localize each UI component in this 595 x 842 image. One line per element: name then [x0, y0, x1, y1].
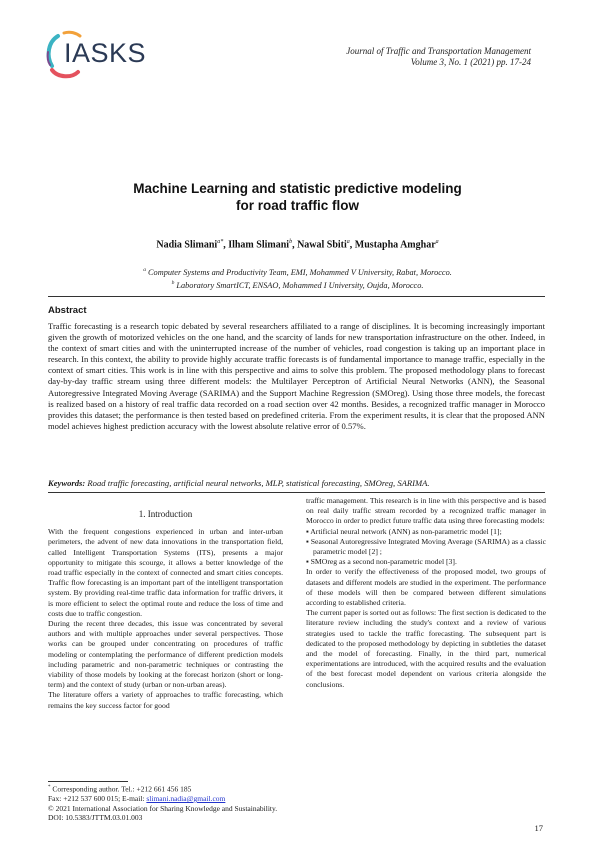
- paragraph: During the recent three decades, this issue was concentrated by several authors and with multiple approaches under several perspectives. Those works can be grouped under concentrating on procedures of traffic modeling or contemplating the performance of different prediction models including parametric and non-parametric techniques or contrasting the viability of those models by looking at the forecast horizon (short or long-term) and the context of study (urban or non-urban areas).: [48, 619, 283, 690]
- paper-title: [0, 180, 595, 214]
- keywords: [48, 478, 545, 489]
- affiliation-sup: a: [143, 267, 146, 273]
- journal-header: [346, 46, 531, 68]
- divider: [48, 492, 545, 493]
- title-line-2: for road traffic flow: [235, 198, 359, 213]
- copyright: © 2021 International Association for Sharing Knowledge and Sustainability.: [48, 803, 278, 813]
- list-item-text: SMOreg as a second non-parametric model [3].: [310, 557, 457, 567]
- footnote-divider: [48, 781, 128, 782]
- page-number: 17: [534, 823, 543, 833]
- affiliation-text: Laboratory SmartICT, ENSAO, Mohammed I University, Oujda, Morocco.: [176, 280, 424, 290]
- author-sup: a: [346, 239, 350, 245]
- keywords-text: Road traffic forecasting, artificial neural networks, MLP, statistical forecasting, SMOreg, SARIMA.: [87, 478, 430, 488]
- contact-line: [48, 794, 277, 804]
- abstract-heading: Abstract: [48, 305, 87, 316]
- keywords-label: Keywords:: [48, 478, 86, 488]
- paragraph: The literature offers a variety of approaches to traffic forecasting, which remains the key success factor for good: [48, 690, 283, 710]
- list-item: ▪ SMOreg as a second non-parametric model [3].: [306, 557, 457, 567]
- author-list: Nadia Slimani$^{a*}$, Ilham Slimani$^b$, Nawal Sbiti$^a$, Mustapha Amghar$^a$: [156, 239, 439, 251]
- divider: [48, 296, 545, 297]
- author-name: Mustapha Amghar: [354, 239, 436, 251]
- corresponding-author: * Corresponding author. Tel.: +212 661 456 185: [48, 784, 192, 794]
- paragraph: traffic management. This research is in line with this perspective and is based on real daily traffic stream recorded by a recognized traffic manager in Morocco in order to predict future traffic data using three forecasting models:: [306, 496, 546, 526]
- paragraph: The current paper is sorted out as follows: The first section is dedicated to the literature review including the study's context and a review of various strategies used to tackle the traffic forecasting. The subsequent part is dedicated to the proposed methodology by depicting in subtleties the dataset and the model of forecasting. Finally, in the third part, numerical experimentations are introduced, with the acquired results and the evaluation of the best forecast model dependent on various criteria alongside the conclusions.: [306, 608, 546, 689]
- journal-name: Journal of Traffic and Transportation Management: [346, 46, 531, 56]
- affiliation: [0, 278, 595, 291]
- paragraph: In order to verify the effectiveness of the proposed model, two groups of datasets and different models are studied in the experiment. The performance of these models will then be compared between different simulations according to established criteria.: [306, 567, 546, 608]
- list-item-text: Seasonal Autoregressive Integrated Moving Average (SARIMA) as a classic parametric model [2] ;: [310, 536, 546, 557]
- author-name: Nawal Sbiti: [297, 239, 347, 251]
- left-column: [48, 509, 283, 711]
- logo-text: IASKS: [64, 38, 147, 68]
- paragraph: With the frequent congestions experienced in urban and inter-urban perimeters, the advent of new data innovations in the transportation field, called Intelligent Transportation Systems (ITS), presents a major opportunity to mitigate this scourge, it allows a better knowledge of the road traffic especially in the context of connected and smart cities concepts. Traffic flow forecasting is an important part of the intelligent transportation system. By providing real-time traffic data information for traffic drivers, it is more efficient to select the optimal route and reduce the loss of time and costs due to traffic congestion.: [48, 527, 283, 618]
- section-heading-introduction: 1. Introduction: [138, 509, 193, 519]
- doi: DOI: 10.5383/JTTM.03.01.003: [48, 813, 143, 822]
- affiliations: [0, 265, 595, 291]
- affiliation: [0, 265, 595, 278]
- author-sup: b: [289, 239, 293, 245]
- author-name: Ilham Slimani: [228, 239, 290, 251]
- corresponding-author-text: Corresponding author. Tel.: +212 661 456 185: [52, 784, 192, 794]
- fax-text: Fax: +212 537 600 015; E-mail:: [48, 794, 147, 803]
- author-name: Nadia Slimani: [156, 239, 218, 251]
- right-column: [306, 496, 546, 690]
- author-sup: a*: [217, 239, 224, 245]
- list-item-text: Artificial neural network (ANN) as non-parametric model [1];: [310, 526, 502, 536]
- email-link[interactable]: slimani.nadia@gmail.com: [146, 794, 226, 803]
- journal-volume: Volume 3, No. 1 (2021) pp. 17-24: [410, 57, 531, 67]
- list-item: ▪ Artificial neural network (ANN) as non-parametric model [1];: [306, 526, 502, 536]
- journal-logo: [44, 30, 147, 80]
- title-line-1: Machine Learning and statistic predictive modeling: [133, 181, 462, 196]
- list-item: ▪ Seasonal Autoregressive Integrated Moving Average (SARIMA) as a classic parametric model [2] ;: [306, 536, 546, 557]
- affiliation-sup: b: [171, 279, 175, 286]
- footnote: [48, 783, 277, 823]
- affiliation-text: Computer Systems and Productivity Team, EMI, Mohammed V University, Rabat, Morocco.: [148, 267, 452, 277]
- abstract-text: Traffic forecasting is a research topic debated by several researchers affiliated to a range of disciplines. It is becoming increasingly important given the growth of motorized vehicles on the one hand, and the scarcity of lands for new transportation infrastructure on the other. Indeed, in the context of smart cities and with the uninterrupted increase of the number of vehicles, road congestion is taking up an important place in research. In this context, the ability to provide highly accurate traffic forecasts is of fundamental importance to manage traffic, especially in the context of smart cities. This work is in line with this perspective and aims to solve this problem. The proposed methodology plans to forecast day-by-day traffic stream using three different models: the Multilayer Perceptron of Artificial Neural Networks (ANN), the Seasonal Autoregressive Integrated Moving Average (SARIMA) and the Support Machine Regression (SMOreg). Using those three models, the forecast is realized based on a history of real traffic data recorded on a road section over 42 months. Besides, a recognized traffic manager in Morocco provides this dataset; the performance is then tested based on predefined criteria. From the experiment results, it is clear that the proposed ANN model achieves highest prediction accuracy with the lowest absolute relative error of 0.57%.: [48, 321, 545, 431]
- author-sup: a: [435, 239, 439, 245]
